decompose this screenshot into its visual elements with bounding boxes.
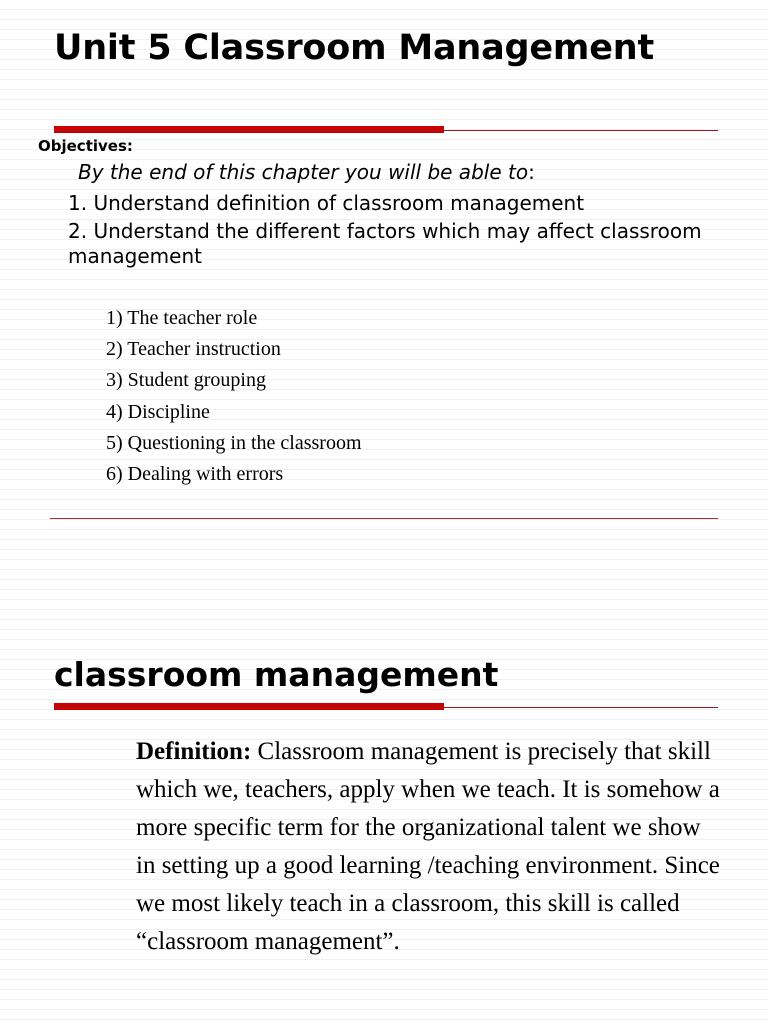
definition-paragraph bbox=[136, 733, 726, 961]
sub-point-item: 5) Questioning in the classroom bbox=[106, 431, 362, 454]
section-rule-thin bbox=[54, 707, 718, 708]
objectives-list bbox=[68, 191, 708, 272]
sub-point-item: 2) Teacher instruction bbox=[106, 338, 281, 361]
objectives-label: Objectives: bbox=[38, 137, 133, 155]
sub-point-item: 6) Dealing with errors bbox=[106, 462, 284, 485]
definition-body: Classroom management is precisely that skill which we, teachers, apply when we teach. It is somehow a more specific term for the organizational talent we show in setting up a good learning /teaching environment. Since we most likely teach in a classroom, this skill is called “classroom management”. bbox=[136, 738, 720, 955]
definition-label: Definition: bbox=[136, 738, 252, 765]
slide-separator-rule bbox=[50, 518, 718, 519]
slide-1-title: Unit 5 Classroom Management bbox=[54, 28, 654, 68]
objectives-lead-in-colon: : bbox=[528, 160, 535, 184]
sub-point-item: 1) The teacher role bbox=[106, 307, 258, 329]
slide-2-title: classroom management bbox=[54, 655, 499, 694]
objective-item: 2. Understand the different factors which may affect classroom management bbox=[68, 218, 702, 269]
objective-item: 1. Understand definition of classroom management bbox=[68, 191, 585, 215]
objectives-lead-in-italic: By the end of this chapter you will be able to bbox=[78, 160, 529, 184]
objectives-lead-in bbox=[78, 160, 535, 184]
sub-point-item: 4) Discipline bbox=[106, 400, 210, 423]
title-rule-thin bbox=[54, 130, 718, 131]
objective-sub-points-list bbox=[106, 303, 706, 490]
sub-point-item: 3) Student grouping bbox=[106, 369, 266, 392]
